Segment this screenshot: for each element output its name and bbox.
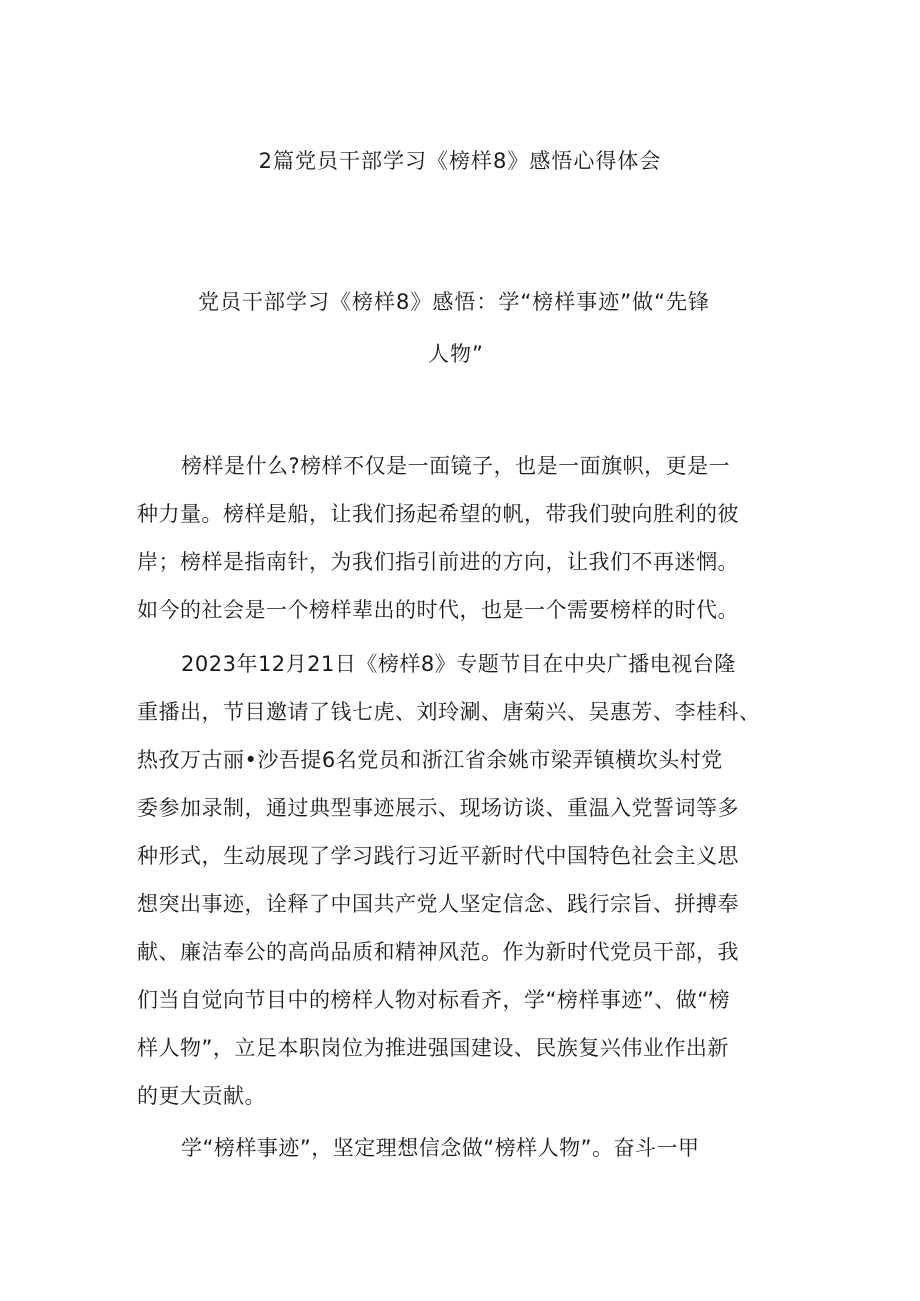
- article-subtitle-line-1: 党员干部学习《榜样8》感悟：学“榜样事迹”做“先锋: [198, 290, 710, 314]
- paragraph-line: 学“榜样事迹”，坚定理想信念做“榜样人物”。奋斗一甲: [181, 1136, 700, 1160]
- paragraph-line: 委参加录制，通过典型事迹展示、现场访谈、重温入党誓词等多: [137, 796, 739, 820]
- paragraph-line: 的更大贡献。: [137, 1084, 266, 1108]
- paragraph-line: 种力量。榜样是船，让我们扬起希望的帆，带我们驶向胜利的彼: [137, 502, 739, 526]
- paragraph-line: 岸；榜样是指南针，为我们指引前进的方向，让我们不再迷惘。: [137, 550, 739, 574]
- document-title: 2篇党员干部学习《榜样8》感悟心得体会: [258, 149, 662, 173]
- article-subtitle-line-2: 人物”: [428, 342, 484, 366]
- paragraph-line: 想突出事迹，诠释了中国共产党人坚定信念、践行宗旨、拼搏奉: [137, 892, 739, 916]
- paragraph-line: 样人物”，立足本职岗位为推进强国建设、民族复兴伟业作出新: [137, 1036, 729, 1060]
- paragraph-line: 重播出，节目邀请了钱七虎、刘玲涮、唐菊兴、吴惠芳、李桂科、: [137, 700, 761, 724]
- paragraph-line: 们当自觉向节目中的榜样人物对标看齐，学“榜样事迹”、做“榜: [137, 988, 731, 1012]
- paragraph-line: 献、廉洁奉公的高尚品质和精神风范。作为新时代党员干部，我: [137, 940, 739, 964]
- paragraph-line: 种形式，生动展现了学习践行习近平新时代中国特色社会主义思: [137, 844, 739, 868]
- paragraph-line: 如今的社会是一个榜样辈出的时代，也是一个需要榜样的时代。: [137, 598, 739, 622]
- paragraph-line: 2023年12月21日《榜样8》专题节目在中央广播电视台隆: [181, 652, 736, 676]
- paragraph-line: 榜样是什么?榜样不仅是一面镜子，也是一面旗帜，更是一: [181, 454, 731, 478]
- paragraph-line: 热孜万古丽•沙吾提6名党员和浙江省余姚市梁弄镇横坎头村党: [137, 748, 723, 772]
